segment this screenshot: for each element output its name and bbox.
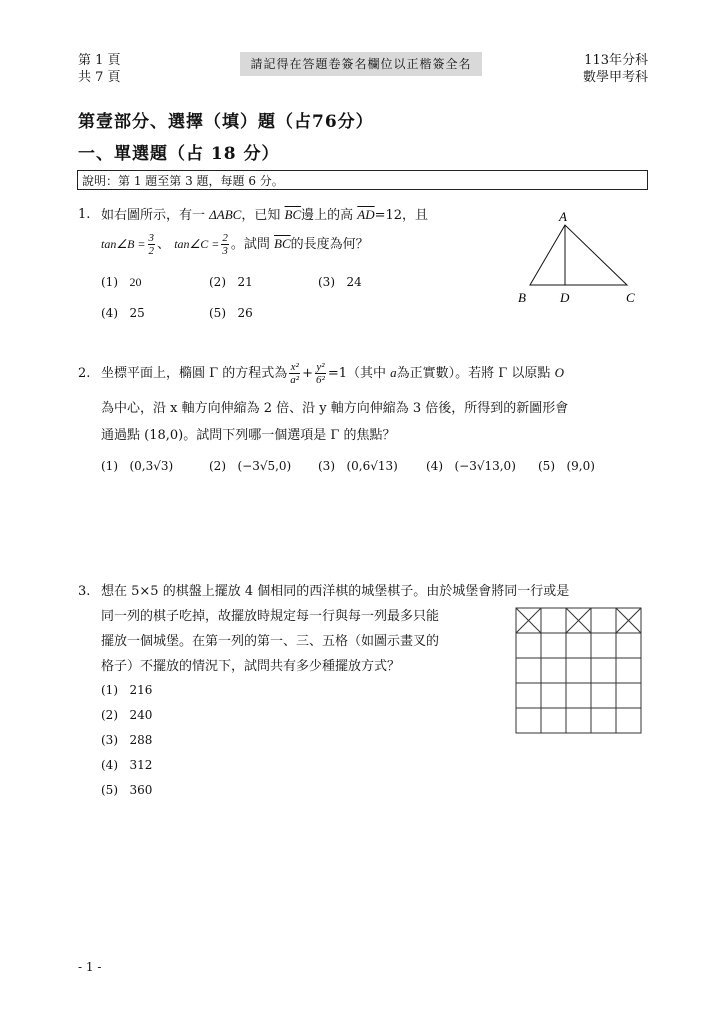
q3-number: 3. [78,584,91,599]
option-label: (4) [426,459,443,473]
grid-cell [516,683,541,708]
q2-line2: 為中心，沿 x 軸方向伸縮為 2 倍、沿 y 軸方向伸縮為 3 倍後，所得到的新圖形會 [101,401,569,416]
option-label: (5) [209,306,226,320]
option-label: (2) [209,459,226,473]
option-label: (5) [101,783,118,797]
q1-separator: 、 [157,237,171,252]
q1-text: 的長度為何？ [290,237,369,252]
option-label: (1) [101,275,118,289]
exam-year-subject: 113年分科 [584,53,648,68]
q2-line3: 通過點 (18,0)。試問下列哪一個選項是 Γ 的焦點？ [101,428,396,443]
q1-tan-c-denominator: 3 [222,245,228,257]
option-label: (2) [101,708,118,722]
grid-cell [591,633,616,658]
grid-cell [516,658,541,683]
option-value: 240 [129,708,153,722]
grid-cell [541,658,566,683]
q1-text: ，已知 [241,208,281,223]
option-value: (0,6√13) [346,459,398,473]
section-title: 一、單選題（占 18 分） [78,144,280,164]
chessboard-grid [515,607,643,735]
grid-cell [516,633,541,658]
q2-plus: + [302,366,314,381]
q3-option-3[interactable] [101,733,152,747]
option-label: (3) [101,733,118,747]
option-value: 21 [237,275,253,289]
option-label: (3) [318,459,335,473]
option-value: 24 [346,275,362,289]
grid-cell [566,658,591,683]
vertex-a-label: A [559,209,567,224]
option-value: 26 [237,306,253,320]
triangle-figure [510,205,650,310]
q2-option-4[interactable] [426,459,516,473]
q2-option-2[interactable] [209,459,291,473]
grid-cell [541,633,566,658]
q1-tan-c-numerator: 2 [222,232,228,244]
q1-number: 1. [78,207,91,222]
q1-segment-ad: $\overline{AD}$ [357,207,375,222]
q2-option-1[interactable] [101,459,173,473]
q3-option-4[interactable] [101,758,152,772]
q1-segment-bc: $\overline{BC}$ [284,207,302,222]
option-value: 312 [129,758,153,772]
q1-triangle: ΔABC [209,207,242,222]
option-label: (4) [101,306,118,320]
q1-tan-b-denominator: 2 [148,245,155,257]
vertex-b-label: B [518,290,526,305]
q2-line1 [101,352,564,395]
q2-option-5[interactable] [538,459,595,473]
q2-text: 坐標平面上，橢圓 Γ 的方程式為 [101,366,288,381]
option-value: (9,0) [566,459,595,473]
q3-option-1[interactable] [101,683,152,697]
grid-cell [616,708,641,733]
q3-line4: 格子）不擺放的情況下，試問共有多少種擺放方式？ [101,659,401,674]
q2-x-numerator: x² [290,361,299,373]
q1-line1 [101,205,428,226]
total-pages-header: 共 7 頁 [78,70,121,85]
q1-option-1[interactable] [101,275,141,290]
q2-x-denominator: a² [290,374,300,386]
option-label: (1) [101,459,118,473]
q3-line1: 想在 5×5 的棋盤上擺放 4 個相同的西洋棋的城堡棋子。由於城堡會將同一行或是 [101,584,570,599]
grid-cell [591,683,616,708]
q2-option-3[interactable] [318,459,398,473]
option-value: 216 [129,683,153,697]
grid-cell [616,633,641,658]
exam-subject: 數學甲考科 [582,70,648,85]
q2-text: =1（其中 [327,366,386,381]
q2-y-denominator: 6² [316,374,325,386]
signature-notice: 請記得在答題卷簽名欄位以正楷簽全名 [240,52,482,76]
option-label: (3) [318,275,335,289]
option-label: (5) [538,459,555,473]
q1-tan-b: tan∠B = [101,237,146,251]
part-title: 第壹部分、選擇（填）題（占76分） [78,112,374,132]
grid-cell [591,608,616,633]
page-number-header: 第 1 頁 [78,53,121,68]
q2-y-numerator: y² [316,361,325,373]
grid-cell [591,708,616,733]
option-value: 20 [129,275,142,289]
q2-origin-o: O [554,365,564,380]
q1-text: 邊上的高 [301,208,354,223]
instruction-box: 說明：第 1 題至第 3 題，每題 6 分。 [77,170,648,190]
q1-tan-c: tan∠C = [174,237,220,251]
q3-line2: 同一列的棋子吃掉，故擺放時規定每一行與每一列最多只能 [101,609,440,624]
q2-number: 2. [78,366,91,381]
q1-option-5[interactable] [209,306,253,320]
q3-option-5[interactable] [101,783,152,797]
grid-cell [591,658,616,683]
option-value: (−3√13,0) [454,459,516,473]
option-value: 288 [129,733,153,747]
grid-cell [566,708,591,733]
triangle-abc [530,225,627,285]
q1-text: =12，且 [374,208,429,223]
grid-cell [566,633,591,658]
option-value: 360 [129,783,153,797]
q1-option-2[interactable] [209,275,253,289]
q2-text: 為正實數）。若將 Γ 以原點 [396,366,551,381]
footer-page-number: - 1 - [78,960,102,974]
option-value: (−3√5,0) [237,459,292,473]
q3-option-2[interactable] [101,708,152,722]
q3-line3: 擺放一個城堡。在第一列的第一、三、五格（如圖示畫叉的 [101,634,440,649]
q1-text: 如右圖所示，有一 [101,208,206,223]
grid-cell [566,683,591,708]
q1-tan-b-numerator: 3 [148,232,155,244]
point-d-label: D [560,290,570,305]
q1-option-4[interactable] [101,306,145,320]
q1-segment-bc: $\overline{BC}$ [274,236,291,251]
option-value: (0,3√3) [129,459,174,473]
q1-line2 [101,228,369,261]
q2-var-a: a [390,365,397,380]
grid-cell [541,708,566,733]
grid-cell [541,683,566,708]
vertex-c-label: C [626,290,635,305]
grid-cell [616,658,641,683]
grid-cell [541,608,566,633]
option-value: 25 [129,306,145,320]
option-label: (4) [101,758,118,772]
option-label: (1) [101,683,118,697]
grid-cell [616,683,641,708]
option-label: (2) [209,275,226,289]
q1-option-3[interactable] [318,275,362,289]
q1-text: 。試問 [230,237,270,252]
grid-cell [516,708,541,733]
